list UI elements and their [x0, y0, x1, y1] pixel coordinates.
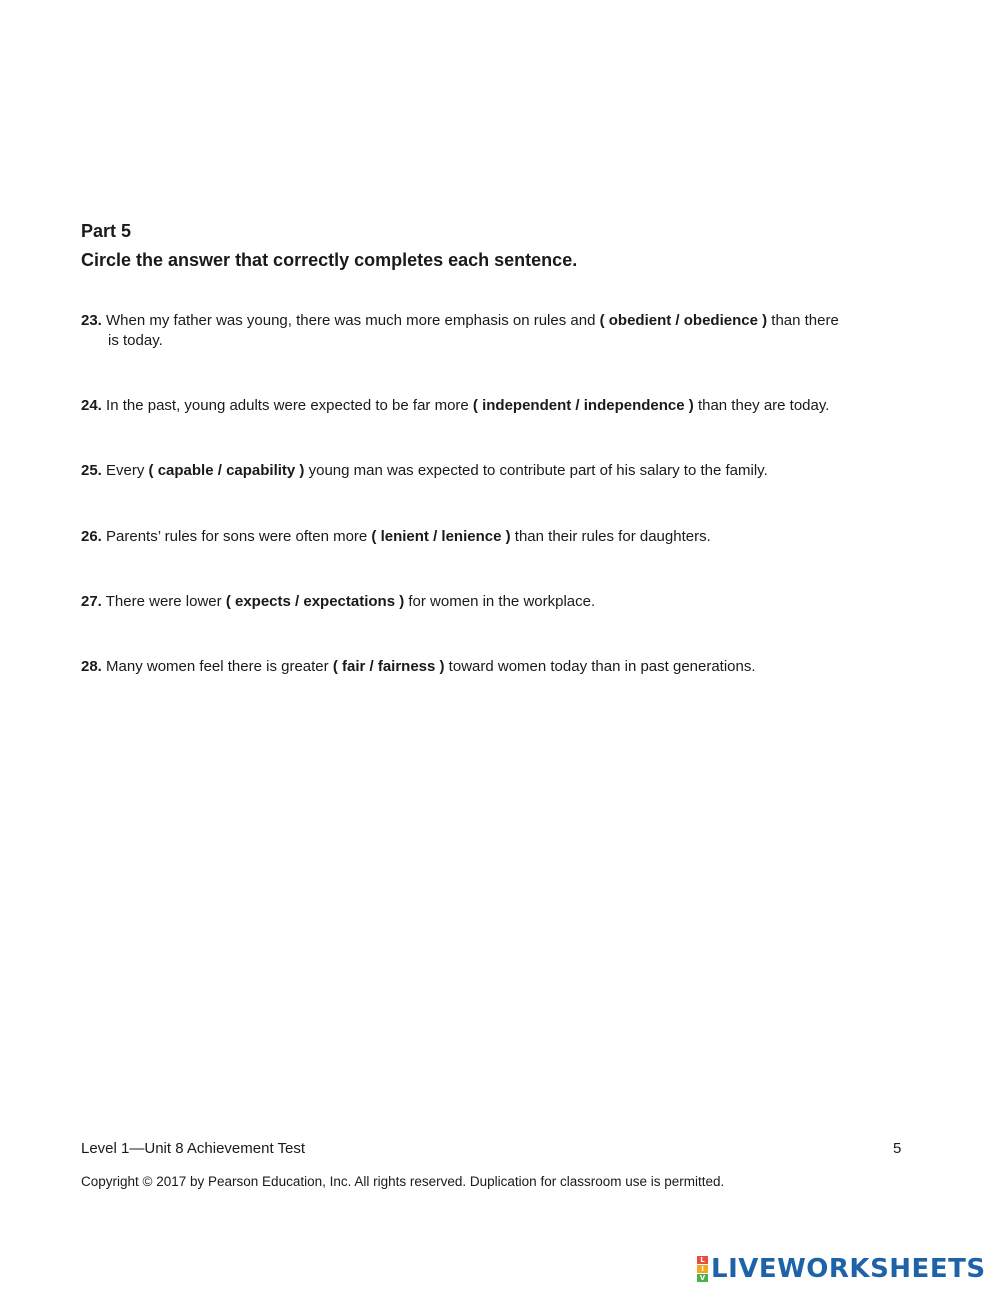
- question-number: 26.: [81, 528, 102, 545]
- question-text-before: Many women feel there is greater: [101, 658, 333, 675]
- part-title: Part 5: [81, 221, 132, 241]
- answer-choice[interactable]: ( capable / capability ): [148, 462, 305, 479]
- logo-square: L: [697, 1256, 708, 1264]
- footer-test-name: Level 1—Unit 8 Achievement Test: [81, 1140, 306, 1157]
- question-number: 24.: [81, 397, 102, 414]
- answer-choice[interactable]: ( independent / independence ): [472, 397, 694, 414]
- question-28: [81, 657, 911, 677]
- question-text-before: In the past, young adults were expected to be far more: [101, 397, 473, 414]
- answer-choice[interactable]: ( lenient / lenience ): [371, 528, 511, 545]
- question-number: 27.: [81, 593, 102, 610]
- question-text-before: Every: [101, 462, 149, 479]
- footer-page-number: 5: [893, 1140, 902, 1157]
- question-number: 25.: [81, 462, 102, 479]
- logo-text: LIVEWORKSHEETS: [711, 1254, 986, 1284]
- question-text-after: than there: [767, 312, 839, 329]
- logo-square: I: [697, 1265, 708, 1273]
- question-24: [81, 396, 911, 416]
- question-26: [81, 527, 911, 547]
- question-text-before: When my father was young, there was much more emphasis on rules and: [101, 312, 600, 329]
- question-number: 23.: [81, 312, 102, 329]
- question-text-before: Parents’ rules for sons were often more: [101, 528, 372, 545]
- question-text-after: than they are today.: [693, 397, 830, 414]
- answer-choice[interactable]: ( expects / expectations ): [225, 593, 405, 610]
- answer-choice[interactable]: ( obedient / obedience ): [599, 312, 768, 329]
- liveworksheets-logo[interactable]: [697, 1252, 986, 1286]
- question-text-after: toward women today than in past generations.: [444, 658, 756, 675]
- question-text-after: young man was expected to contribute part of his salary to the family.: [304, 462, 768, 479]
- instruction: Circle the answer that correctly completes each sentence.: [81, 250, 578, 270]
- question-number: 28.: [81, 658, 102, 675]
- question-text-after: for women in the workplace.: [404, 593, 596, 610]
- question-23: [81, 311, 911, 351]
- question-text-continuation: is today.: [108, 332, 163, 349]
- footer-copyright: Copyright © 2017 by Pearson Education, Inc. All rights reserved. Duplication for classroom use is permitted.: [81, 1174, 725, 1189]
- question-text-before: There were lower: [101, 593, 226, 610]
- question-25: [81, 461, 911, 481]
- question-text-after: than their rules for daughters.: [510, 528, 711, 545]
- logo-square: V: [697, 1274, 708, 1282]
- logo-squares-icon: [697, 1256, 708, 1282]
- question-27: [81, 592, 911, 612]
- answer-choice[interactable]: ( fair / fairness ): [332, 658, 445, 675]
